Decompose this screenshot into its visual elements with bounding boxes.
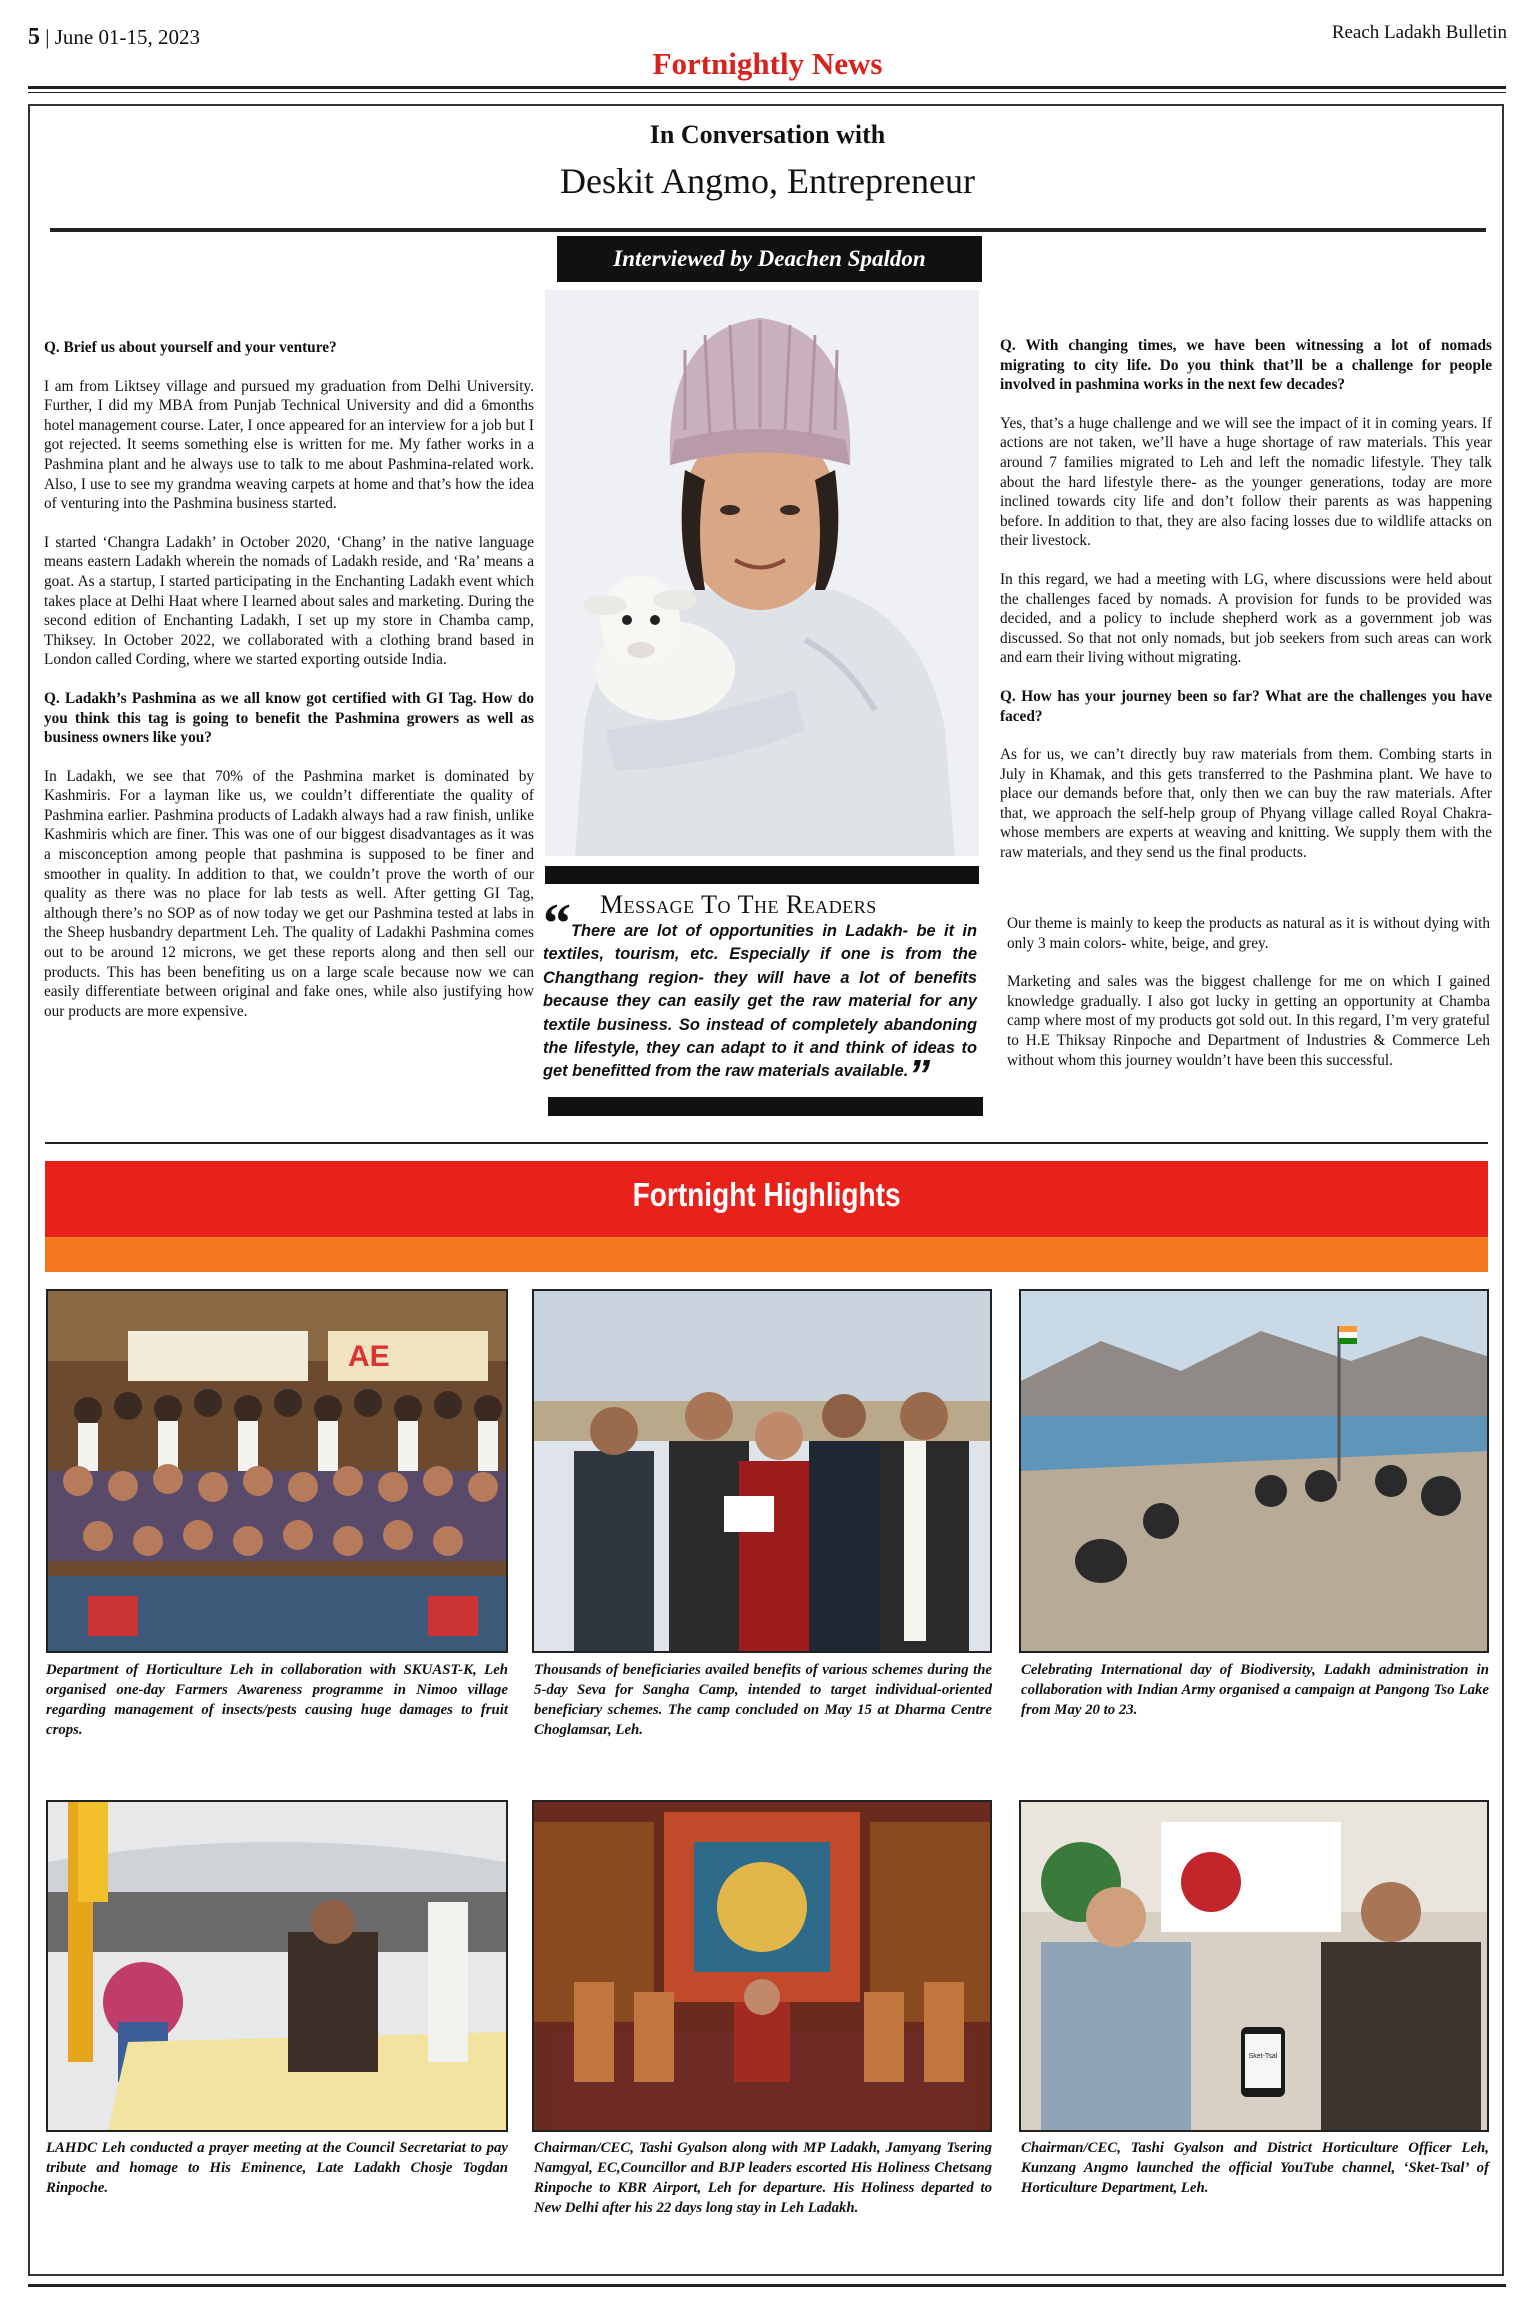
highlight-photo-1 <box>46 1289 508 1653</box>
svg-text:AE: AE <box>348 1340 390 1373</box>
highlight-caption-6: Chairman/CEC, Tashi Gyalson and District Horticulture Officer Leh, Kunzang Angmo launched the official YouTube channel, ‘Sket-Tsal’ of Horticulture Department, Leh. <box>1021 2140 1489 2196</box>
section-title: Fortnightly News <box>652 46 883 81</box>
answer: I am from Liktsey village and pursued my graduation from Delhi University. Further, I did my MBA from Punjab Technical University and did a 6months hotel management course. Later, I once appeared for an interview for a job but I got rejected. It seems something else is written for me. My father works in a Pashmina plant and he always use to talk to me about Pashmina-related work. Also, I use to see my grandma weaving carpets at home and that’s how the idea of venturing into the Pashmina business started. <box>44 377 534 513</box>
highlight-caption-1: Department of Horticulture Leh in collaboration with SKUAST-K, Leh organised one-day Farmers Awareness programme in Nimoo village regarding management of insects/pests causing huge damages to fruit crops. <box>46 1662 508 1738</box>
answer: As for us, we can’t directly buy raw materials from them. Combing starts in July in Khamak, and this gets transferred to the Pashmina plant. We have to place our demands before that, only then we can buy the raw materials. After that, we approach the self-help group of Phyang village called Royal Chakra- whose members are experts at weaving and knitting. We supply them with the raw materials, and they send us the final products. <box>1000 746 1492 862</box>
message-text <box>543 920 977 1101</box>
question: Q. How has your journey been so far? What are the challenges you have faced? <box>1000 687 1492 725</box>
title-rule <box>50 228 1486 232</box>
open-quote-mark: “ <box>543 893 571 955</box>
highlight-photo-6 <box>1019 1800 1489 2132</box>
svg-text:Sket-Tsal: Sket-Tsal <box>1248 2053 1278 2060</box>
answer: Marketing and sales was the biggest challenge for me on which I gained knowledge gradually. I also got lucky in getting an opportunity at Chamba camp where most of my products got sold out. In this regard, I’m very grateful to H.E Thiksay Rinpoche and Department of Industries & Commerce Leh without whom this journey wouldn’t have been this successful. <box>1007 973 1490 1069</box>
question: Q. Ladakh’s Pashmina as we all know got certified with GI Tag. How do you think this tag is going to benefit the Pashmina growers as well as business owners like you? <box>44 689 534 747</box>
highlight-caption-5: Chairman/CEC, Tashi Gyalson along with MP Ladakh, Jamyang Tsering Namgyal, EC,Councillor and BJP leaders escorted His Holiness Chetsang Rinpoche to KBR Airport, Leh for departure. His Holiness departed to New Delhi after his 22 days long stay in Leh Ladakh. <box>534 2140 992 2216</box>
message-title: Message To The Readers <box>600 890 877 919</box>
article-right-column <box>1000 336 1492 882</box>
article-left-column <box>44 338 534 1040</box>
highlight-caption-3: Celebrating International day of Biodiversity, Ladakh administration in collaboration with Indian Army organised a campaign at Pangong Tso Lake from May 20 to 23. <box>1021 1662 1489 1718</box>
highlight-photo-4 <box>46 1800 508 2132</box>
answer: In this regard, we had a meeting with LG, where discussions were held about the challenges faced by nomads. A provision for funds to be provided was decided, and a policy to include shepherd work as a government job was discussed. So that not only nomads, but job seekers from such areas can work and earn their living without migrating. <box>1000 570 1492 667</box>
section-divider <box>45 1142 1488 1144</box>
interview-kicker: In Conversation with <box>649 120 886 149</box>
header-rule-thin <box>28 92 1506 93</box>
page-number: 5 <box>28 24 40 50</box>
close-quote-mark: ” <box>908 1051 931 1101</box>
interview-title: Deskit Angmo, Entrepreneur <box>560 161 975 201</box>
portrait-photo <box>545 290 979 856</box>
highlights-banner-stripe <box>45 1237 1488 1272</box>
issue-date: | June 01-15, 2023 <box>40 25 200 49</box>
highlight-photo-3 <box>1019 1289 1489 1653</box>
highlights-title: Fortnight Highlights <box>632 1176 901 1213</box>
answer: Yes, that’s a huge challenge and we will see the impact of it in coming years. If actions are not taken, we’ll have a huge shortage of raw materials. This year around 7 families migrated to Leh and left the nomadic lifestyle. They talk about the hard lifestyle there- as the younger generations, today are more inclined towards city life and don’t follow their parents as was happening before. In addition to that, they are also facing losses due to wildlife attacks on their livestock. <box>1000 414 1492 550</box>
footer-rule <box>28 2284 1506 2287</box>
answer: In Ladakh, we see that 70% of the Pashmina market is dominated by Kashmiris. For a layman like us, we couldn’t differentiate the quality of Pashmina earlier. Pashmina products of Ladakh always had a raw finish, unlike Kashmiris which are finer. This was one of our biggest disadvantages as it was a misconception among people that pashmina is supposed to be finer and smoother in quality. In addition to that, we couldn’t prove the worth of our quality as there was no place for lab tests as well. After getting GI Tag, although there’s no SOP as of now today we get our Pashmina tested at labs in the Sheep husbandry department Leh. The quality of Ladakhi Pashmina comes out to be around 12 microns, we get these reports along and then sell our products. This has been benefiting us on a large scale because now we can easily differentiate between original and fake ones, while also justifying how our products are more expensive. <box>44 767 534 1020</box>
highlight-photo-5 <box>532 1800 992 2132</box>
highlight-caption-2: Thousands of beneficiaries availed benefits of various schemes during the 5-day Seva for Sangha Camp, intended to target individual-oriented beneficiary schemes. The camp concluded on May 15 at Dharma Centre Choglamsar, Leh. <box>534 1662 992 1738</box>
highlight-caption-4: LAHDC Leh conducted a prayer meeting at the Council Secretariat to pay tribute and homage to His Eminence, Late Ladakh Chosje Togdan Rinpoche. <box>46 2140 508 2196</box>
highlight-photo-2 <box>532 1289 992 1653</box>
publication-name: Reach Ladakh Bulletin <box>1331 22 1507 43</box>
question: Q. Brief us about yourself and your venture? <box>44 339 337 356</box>
highlights-banner <box>45 1161 1488 1237</box>
message-body: There are lot of opportunities in Ladakh- be it in textiles, tourism, etc. Especially if one is from the Changthang region- they will have a lot of benefits because they can easily get the raw material for any textile business. So instead of completely abandoning the lifestyle, they can adapt to it and think of ideas to get benefitted from the raw materials available. <box>543 922 977 1081</box>
answer: Our theme is mainly to keep the products as natural as it is without dying with only 3 main colors- white, beige, and grey. <box>1007 915 1490 952</box>
question: Q. With changing times, we have been witnessing a lot of nomads migrating to city life. Do you think that’ll be a challenge for people involved in pashmina works in the next few decades? <box>1000 337 1492 394</box>
answer: I started ‘Changra Ladakh’ in October 2020, ‘Chang’ in the native language means eastern Ladakh wherein the nomads of Ladakh reside, and ‘Ra’ means a goat. As a startup, I started participating in the Enchanting Ladakh event which takes place at Delhi Haat where I learned about sales and marketing. During the second edition of Enchanting Ladakh, I set up my store in Chamba camp, Thiksey. In October 2022, we collaborated with a clothing brand based in London called Cording, where we started exporting outside India. <box>44 533 534 669</box>
byline: Interviewed by Deachen Spaldon <box>557 236 982 282</box>
message-bar-top <box>545 866 979 884</box>
header-rule <box>28 86 1506 89</box>
article-right-column-continued <box>1007 914 1490 1089</box>
